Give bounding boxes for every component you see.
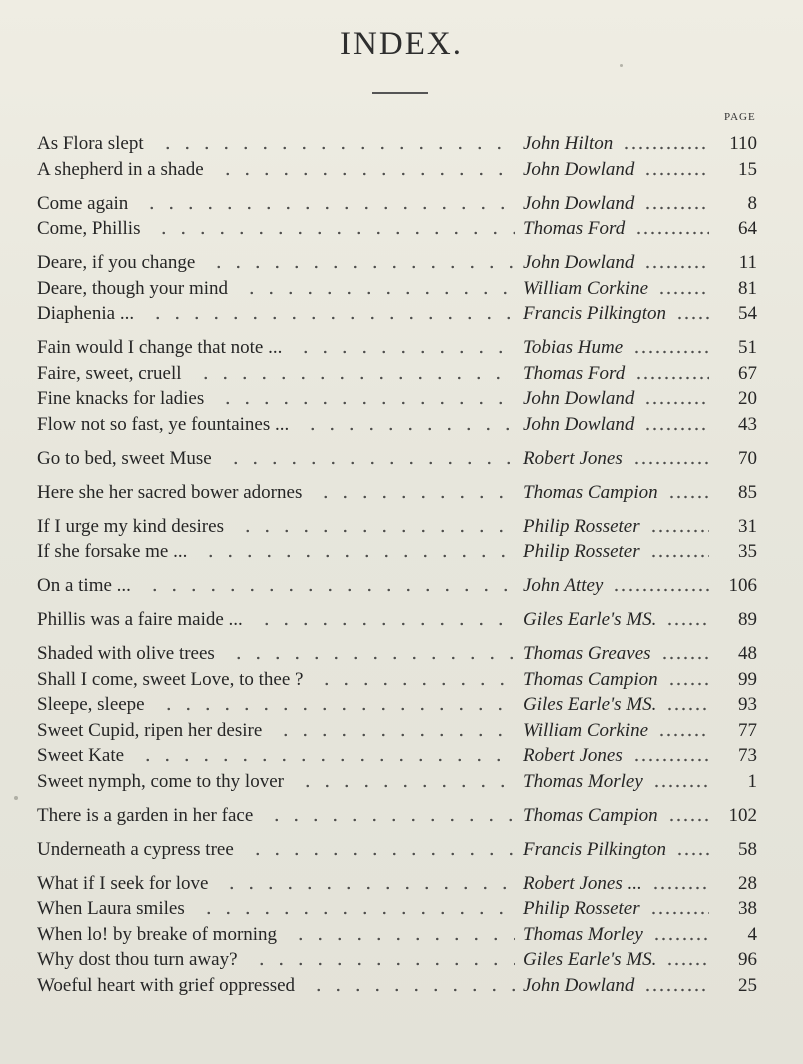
index-entry <box>37 922 767 948</box>
dot-leader <box>229 656 515 660</box>
dot-leader <box>666 707 709 711</box>
page-number: 51 <box>738 337 757 358</box>
composer-name: John Dowland <box>523 413 635 435</box>
index-group <box>37 131 767 182</box>
page-number: 96 <box>738 949 757 970</box>
song-title: When lo! by breake of morning <box>37 923 278 945</box>
page-number: 89 <box>738 609 757 630</box>
page-speck <box>620 64 623 67</box>
dot-leader <box>635 376 709 380</box>
index-group <box>37 250 767 327</box>
dot-leader <box>248 852 515 856</box>
dot-leader <box>623 146 709 150</box>
page-number: 43 <box>738 413 757 435</box>
index-entry <box>37 216 767 242</box>
dot-leader <box>252 962 515 966</box>
index-entry <box>37 514 767 540</box>
song-title: When Laura smiles <box>37 898 185 919</box>
composer-name: Robert Jones ... <box>523 872 642 894</box>
page-number: 77 <box>738 719 757 741</box>
song-title: Go to bed, sweet Muse <box>37 447 212 469</box>
dot-leader <box>653 937 709 941</box>
song-title: Fine knacks for ladies <box>37 388 205 409</box>
dot-leader <box>267 818 515 822</box>
composer-name: Tobias Hume <box>523 337 624 358</box>
page-number: 70 <box>738 447 757 469</box>
dot-leader <box>296 350 515 354</box>
dot-leader <box>668 682 709 686</box>
dot-leader <box>158 146 515 150</box>
page-number: 102 <box>728 804 757 826</box>
page-number: 67 <box>738 362 757 384</box>
index-entry <box>37 301 767 327</box>
index-entry <box>37 896 767 922</box>
composer-name: Giles Earle's MS. <box>523 609 657 630</box>
song-title: There is a garden in her face <box>37 804 254 826</box>
page-column-label: PAGE <box>724 111 756 123</box>
index-group <box>37 191 767 242</box>
dot-leader <box>644 206 709 210</box>
index-group <box>37 803 767 829</box>
dot-leader <box>199 911 515 915</box>
song-title: Shall I come, sweet Love, to thee ? <box>37 668 304 690</box>
dot-leader <box>668 818 709 822</box>
composer-name: John Dowland <box>523 974 635 996</box>
page-title: INDEX. <box>340 26 463 62</box>
index-entry <box>37 667 767 693</box>
composer-name: John Dowland <box>523 192 635 214</box>
index-entries <box>37 131 767 1007</box>
song-title: Sleepe, sleepe <box>37 694 145 715</box>
song-title: Shaded with olive trees <box>37 643 215 664</box>
dot-leader <box>644 427 709 431</box>
index-entry <box>37 573 767 599</box>
composer-name: Thomas Campion <box>523 481 658 503</box>
song-title: Flow not so fast, ye fountaines ... <box>37 413 290 435</box>
dot-leader <box>218 401 515 405</box>
dot-leader <box>201 554 515 558</box>
dot-leader <box>633 758 709 762</box>
dot-leader <box>148 316 515 320</box>
composer-name: Philip Rosseter <box>523 898 640 919</box>
dot-leader <box>145 588 515 592</box>
page-speck <box>14 796 18 800</box>
index-entry <box>37 947 767 973</box>
dot-leader <box>644 988 709 992</box>
dot-leader <box>226 461 515 465</box>
dot-leader <box>317 682 515 686</box>
page-number: 20 <box>738 388 757 409</box>
dot-leader <box>676 316 709 320</box>
composer-name: William Corkine <box>523 277 649 299</box>
index-entry <box>37 837 767 863</box>
composer-name: Giles Earle's MS. <box>523 949 657 970</box>
page-number: 99 <box>738 668 757 690</box>
index-entry <box>37 446 767 472</box>
index-group <box>37 641 767 794</box>
dot-leader <box>222 886 515 890</box>
composer-name: Thomas Campion <box>523 804 658 826</box>
dot-leader <box>652 886 709 890</box>
dot-leader <box>138 758 515 762</box>
dot-leader <box>644 172 709 176</box>
page-number: 8 <box>747 192 757 214</box>
dot-leader <box>209 265 515 269</box>
dot-leader <box>658 733 709 737</box>
index-entry <box>37 769 767 795</box>
composer-name: John Hilton <box>523 133 614 154</box>
dot-leader <box>650 529 709 533</box>
title-rule <box>372 92 428 94</box>
index-entry <box>37 641 767 667</box>
index-group <box>37 573 767 599</box>
index-entry <box>37 386 767 412</box>
dot-leader <box>676 852 709 856</box>
index-entry <box>37 539 767 565</box>
page-number: 48 <box>738 643 757 664</box>
song-title: Sweet Kate <box>37 745 125 766</box>
dot-leader <box>309 988 515 992</box>
page-number: 85 <box>738 481 757 503</box>
index-entry <box>37 276 767 302</box>
index-entry <box>37 157 767 183</box>
index-entry <box>37 607 767 633</box>
song-title: If she forsake me ... <box>37 541 188 562</box>
page-number: 15 <box>738 158 757 180</box>
dot-leader <box>276 733 515 737</box>
dot-leader <box>666 962 709 966</box>
dot-leader <box>650 554 709 558</box>
index-group <box>37 335 767 437</box>
page-number: 73 <box>738 745 757 766</box>
song-title: On a time ... <box>37 575 131 596</box>
composer-name: Thomas Ford <box>523 362 626 384</box>
composer-name: Francis Pilkington <box>523 838 667 860</box>
song-title: Come, Phillis <box>37 218 141 239</box>
dot-leader <box>613 588 709 592</box>
index-entry <box>37 480 767 506</box>
dot-leader <box>653 784 709 788</box>
index-entry <box>37 871 767 897</box>
index-entry <box>37 718 767 744</box>
index-entry <box>37 335 767 361</box>
dot-leader <box>291 937 515 941</box>
dot-leader <box>668 495 709 499</box>
composer-name: Thomas Ford <box>523 218 626 239</box>
page-number: 4 <box>747 923 757 945</box>
song-title: Underneath a cypress tree <box>37 838 234 860</box>
song-title: If I urge my kind desires <box>37 515 224 537</box>
composer-name: Thomas Greaves <box>523 643 651 664</box>
page-number: 110 <box>729 133 757 154</box>
index-group <box>37 837 767 863</box>
index-entry <box>37 692 767 718</box>
index-group <box>37 871 767 999</box>
page-number: 35 <box>738 541 757 562</box>
index-entry <box>37 131 767 157</box>
dot-leader <box>650 911 709 915</box>
dot-leader <box>196 376 515 380</box>
composer-name: William Corkine <box>523 719 649 741</box>
dot-leader <box>159 707 515 711</box>
song-title: Here she her sacred bower adornes <box>37 481 303 503</box>
dot-leader <box>238 529 515 533</box>
index-entry <box>37 191 767 217</box>
song-title: Sweet Cupid, ripen her desire <box>37 719 263 741</box>
song-title: As Flora slept <box>37 133 144 154</box>
composer-name: Francis Pilkington <box>523 303 667 324</box>
page-number: 106 <box>728 575 757 596</box>
index-group <box>37 480 767 506</box>
dot-leader <box>658 291 709 295</box>
song-title: A shepherd in a shade <box>37 158 204 180</box>
composer-name: Robert Jones <box>523 447 623 469</box>
song-title: Come again <box>37 192 129 214</box>
dot-leader <box>635 231 709 235</box>
dot-leader <box>633 461 709 465</box>
index-group <box>37 607 767 633</box>
index-entry <box>37 361 767 387</box>
page-number: 54 <box>738 303 757 324</box>
song-title: Fain would I change that note ... <box>37 337 283 358</box>
composer-name: John Dowland <box>523 158 635 180</box>
page-number: 31 <box>738 515 757 537</box>
index-entry <box>37 803 767 829</box>
dot-leader <box>257 622 515 626</box>
index-entry <box>37 412 767 438</box>
dot-leader <box>644 265 709 269</box>
dot-leader <box>666 622 709 626</box>
composer-name: Robert Jones <box>523 745 623 766</box>
dot-leader <box>316 495 515 499</box>
index-group <box>37 514 767 565</box>
page-number: 1 <box>747 770 757 792</box>
composer-name: Giles Earle's MS. <box>523 694 657 715</box>
page-number: 25 <box>738 974 757 996</box>
composer-name: John Dowland <box>523 252 635 273</box>
page-number: 64 <box>738 218 757 239</box>
composer-name: Philip Rosseter <box>523 541 640 562</box>
composer-name: John Dowland <box>523 388 635 409</box>
dot-leader <box>298 784 515 788</box>
dot-leader <box>661 656 709 660</box>
page-number: 58 <box>738 838 757 860</box>
song-title: Faire, sweet, cruell <box>37 362 182 384</box>
song-title: Why dost thou turn away? <box>37 949 238 970</box>
dot-leader <box>142 206 515 210</box>
dot-leader <box>154 231 515 235</box>
dot-leader <box>242 291 515 295</box>
page-number: 93 <box>738 694 757 715</box>
composer-name: Philip Rosseter <box>523 515 640 537</box>
song-title: Phillis was a faire maide ... <box>37 609 243 630</box>
song-title: Deare, though your mind <box>37 277 229 299</box>
song-title: What if I seek for love <box>37 872 209 894</box>
page-number: 28 <box>738 872 757 894</box>
index-entry <box>37 743 767 769</box>
song-title: Woeful heart with grief oppressed <box>37 974 296 996</box>
song-title: Diaphenia ... <box>37 303 135 324</box>
dot-leader <box>218 172 515 176</box>
index-entry <box>37 250 767 276</box>
index-group <box>37 446 767 472</box>
dot-leader <box>303 427 515 431</box>
song-title: Deare, if you change <box>37 252 196 273</box>
index-entry <box>37 973 767 999</box>
song-title: Sweet nymph, come to thy lover <box>37 770 284 792</box>
dot-leader <box>633 350 709 354</box>
dot-leader <box>644 401 709 405</box>
composer-name: Thomas Morley <box>523 770 643 792</box>
page-number: 38 <box>738 898 757 919</box>
composer-name: John Attey <box>523 575 604 596</box>
composer-name: Thomas Morley <box>523 923 643 945</box>
page-number: 11 <box>738 252 757 273</box>
page-number: 81 <box>738 277 757 299</box>
composer-name: Thomas Campion <box>523 668 658 690</box>
